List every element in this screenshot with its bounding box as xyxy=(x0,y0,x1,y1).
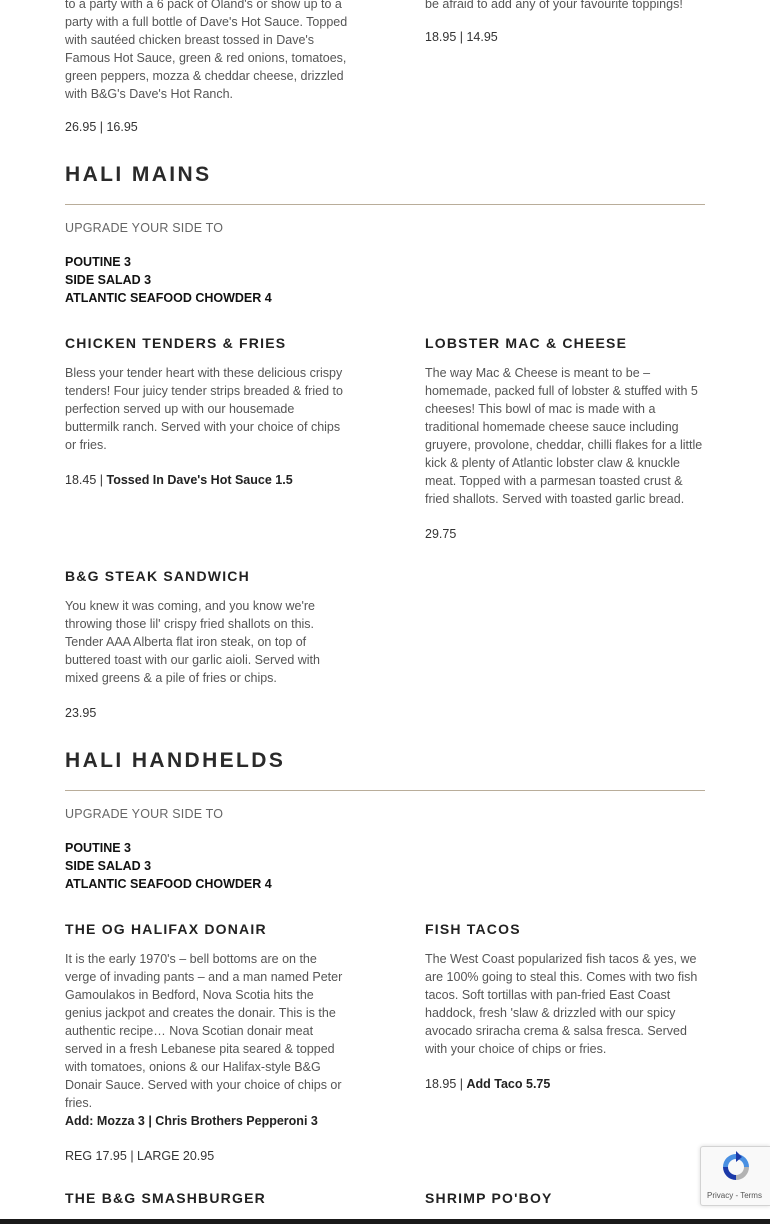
menu-item-title: THE B&G SMASHBURGER xyxy=(65,1190,266,1206)
side-option: ATLANTIC SEAFOOD CHOWDER 4 xyxy=(65,877,272,891)
section-divider xyxy=(65,204,705,205)
menu-item-description: The way Mac & Cheese is meant to be – homemade, packed full of lobster & stuffed with 5 cheeses! This bowl of mac is made with a traditional homemade cheese sauce including gruyere, provolone, cheddar, chilli flakes for a little kick & plenty of Atlantic lobster claw & knuckle meat. Topped with a parmesan toasted crust & fried shallots. Served with toasted garlic bread. xyxy=(425,366,703,506)
side-option: SIDE SALAD 3 xyxy=(65,273,152,287)
menu-item-description: It is the early 1970's – bell bottoms are on the verge of invading pants – and a man named Peter Gamoulakos in Bedford, Nova Scotia hits the genius jackpot and creates the donair. This is the authentic recipe… Nova Scotian donair meat served in a fresh Lebanese pita seared & topped with tomatoes, onions & our Halifax-style B&G Donair Sauce. Served with your choice of chips or fries. xyxy=(65,952,343,1110)
menu-item-description: You knew it was coming, and you know we're throwing those lil' crispy fried shallots on this. Tender AAA Alberta flat iron steak, on top of buttered toast with our garlic aioli. Served with mixed greens & a pile of fries or chips. xyxy=(65,599,320,685)
top-right-price: 18.95 | 14.95 xyxy=(425,30,498,44)
section-divider xyxy=(65,790,705,791)
menu-item-title: FISH TACOS xyxy=(425,921,521,937)
menu-item-title: B&G STEAK SANDWICH xyxy=(65,568,250,584)
recaptcha-links[interactable]: Privacy - Terms xyxy=(707,1191,762,1200)
top-left-description: to a party with a 6 pack of Oland's or show up to a party with a full bottle of Dave's Hot Sauce. Topped with sautéed chicken breast tossed in Dave's Famous Hot Sauce, green & red onions, tomatoes, green peppers, mozza & cheddar cheese, drizzled with B&G's Dave's Hot Ranch. xyxy=(65,0,348,101)
recaptcha-logo-icon xyxy=(720,1151,752,1183)
side-option: POUTINE 3 xyxy=(65,841,131,855)
menu-item-price: 23.95 xyxy=(65,706,97,720)
upgrade-label: UPGRADE YOUR SIDE TO xyxy=(65,807,224,821)
recaptcha-badge[interactable] xyxy=(700,1146,770,1206)
top-right-description: be afraid to add any of your favourite toppings! xyxy=(425,0,683,11)
section-title-hali-handhelds: HALI HANDHELDS xyxy=(65,749,286,772)
menu-item-price xyxy=(425,1075,550,1093)
side-option: ATLANTIC SEAFOOD CHOWDER 4 xyxy=(65,291,272,305)
price-addon: Add Taco 5.75 xyxy=(466,1077,551,1091)
price-value: 18.95 | xyxy=(425,1077,464,1091)
menu-item-description: The West Coast popularized fish tacos & yes, we are 100% going to steal this. Comes with two fish tacos. Soft tortillas with pan-fried East Coast haddock, fresh 'slaw & drizzled with our spicy avocado sriracha crema & salsa fresca. Served with your choice of chips or fries. xyxy=(425,952,698,1056)
side-upgrade-list xyxy=(65,253,272,307)
price-value: 18.45 | xyxy=(65,473,104,487)
top-left-price: 26.95 | 16.95 xyxy=(65,120,138,134)
bottom-bar xyxy=(0,1219,770,1224)
upgrade-label: UPGRADE YOUR SIDE TO xyxy=(65,221,224,235)
menu-item-price: REG 17.95 | LARGE 20.95 xyxy=(65,1149,215,1163)
menu-item-description: Bless your tender heart with these delicious crispy tenders! Four juicy tender strips breaded & fried to perfection served up with our housemade buttermilk ranch. Served with your choice of chips or fries. xyxy=(65,366,343,452)
side-option: SIDE SALAD 3 xyxy=(65,859,152,873)
menu-item-title: SHRIMP PO'BOY xyxy=(425,1190,553,1206)
menu-item-title: CHICKEN TENDERS & FRIES xyxy=(65,335,287,351)
menu-item-title: LOBSTER MAC & CHEESE xyxy=(425,335,628,351)
side-option: POUTINE 3 xyxy=(65,255,131,269)
menu-item-price: 29.75 xyxy=(425,527,457,541)
section-title-hali-mains: HALI MAINS xyxy=(65,163,212,186)
menu-item-price xyxy=(65,471,293,489)
menu-item-addons: Add: Mozza 3 | Chris Brothers Pepperoni 3 xyxy=(65,1114,318,1128)
menu-item-title: THE OG HALIFAX DONAIR xyxy=(65,921,267,937)
side-upgrade-list xyxy=(65,839,272,893)
price-addon: Tossed In Dave's Hot Sauce 1.5 xyxy=(106,473,293,487)
